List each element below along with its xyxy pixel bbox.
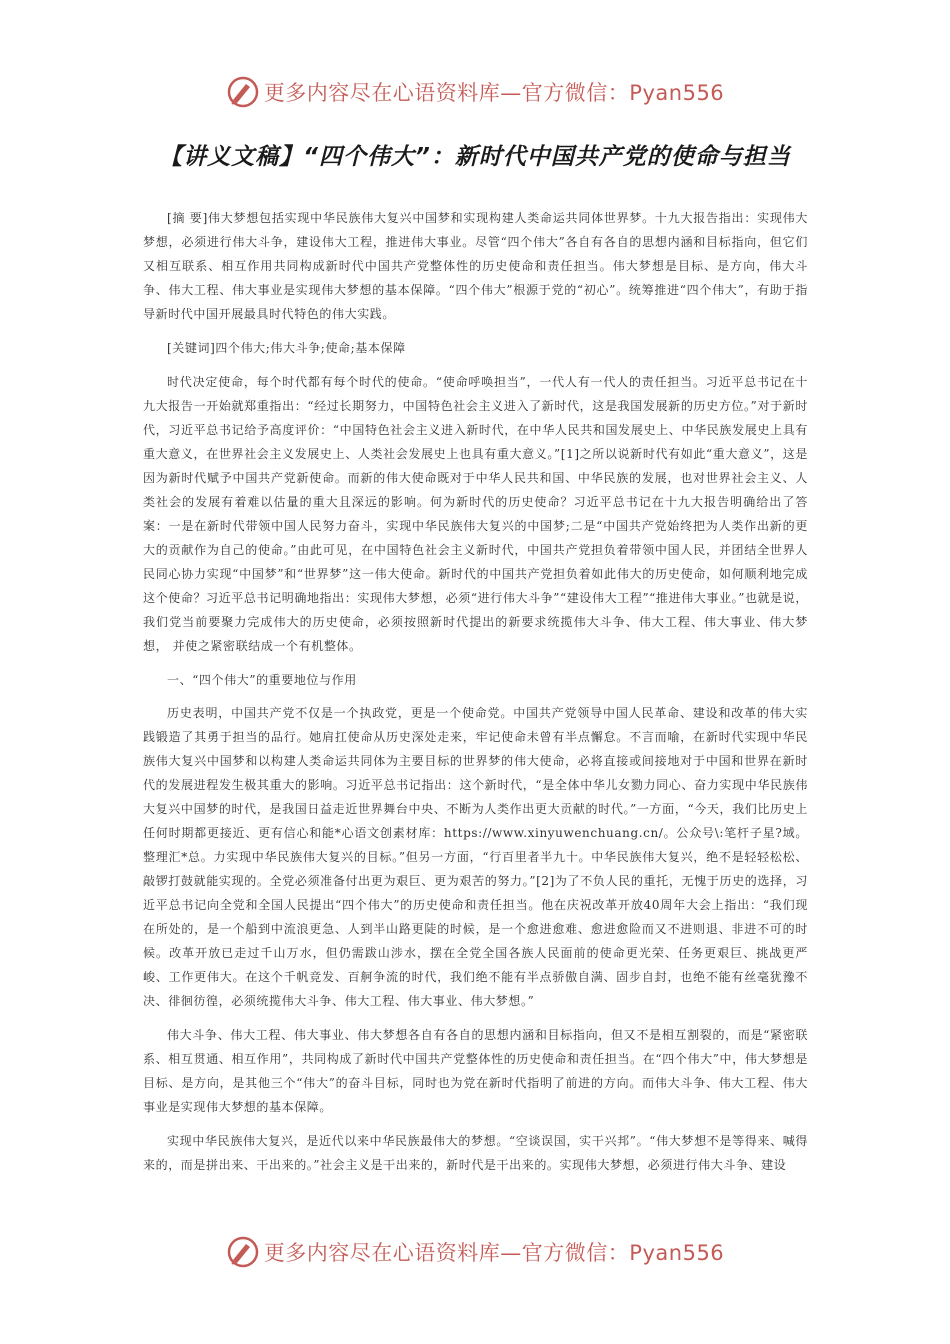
document-title: 【讲义文稿】“四个伟大”：新时代中国共产党的使命与担当 [159, 144, 791, 170]
section-heading: 一、“四个伟大”的重要地位与作用 [167, 673, 357, 687]
body-paragraph: 历史表明，中国共产党不仅是一个执政党，更是一个使命党。中国共产党领导中国人民革命、建设和改革的伟大实践锻造了其勇于担当的品行。她肩扛使命从历史深处走来，牢记使命未曾有半点懈怠。不言而喻，在新时代实现中华民族伟大复兴中国梦和以构建人类命运共同体为主要目标的世界梦的伟大使命，必将直接或间接地对于中国和世界在新时代的发展进程发生极其重大的影响。习近平总书记指出：这个新时代，“是全体中华儿女勠力同心、奋力实现中华民族伟大复兴中国梦的时代，是我国日益走近世界舞台中央、不断为人类作出更大贡献的时代。”一方面，“今天，我们比历史上任何时期都更接近、更有信心和能*心语文创素材库：https://www.xinyuwenchuang.cn/。公众号\:笔杆子星?域。整理汇*总。力实现中华民族伟大复兴的目标。”但另一方面，“行百里者半九十。中华民族伟大复兴，绝不是轻轻松松、敲锣打鼓就能实现的。全党必须准备付出更为艰巨、更为艰苦的努力。”[2]为了不负人民的重托，无愧于历史的选择，习近平总书记向全党和全国人民提出“四个伟大”的历史使命和责任担当。他在庆祝改革开放40周年大会上指出：“我们现在所处的，是一个船到中流浪更急、人到半山路更陡的时候，是一个愈进愈难、愈进愈险而又不进则退、非进不可的时候。改革开放已走过千山万水，但仍需跋山涉水，摆在全党全国各族人民面前的使命更光荣、任务更艰巨、挑战更严峻、工作更伟大。在这个千帆竞发、百舸争流的时代，我们绝不能有半点骄傲自满、固步自封，也绝不能有丝毫犹豫不决、徘徊彷徨，必须统揽伟大斗争、伟大工程、伟大事业、伟大梦想。” [143, 706, 808, 1008]
header-banner [0, 72, 950, 112]
document-body [143, 206, 808, 1187]
footer-banner [0, 1232, 950, 1272]
body-paragraph: 时代决定使命，每个时代都有每个时代的使命。“使命呼唤担当”，一代人有一代人的责任担当。习近平总书记在十九大报告一开始就郑重指出：“经过长期努力，中国特色社会主义进入了新时代，这是我国发展新的历史方位。”对于新时代，习近平总书记给予高度评价：“中国特色社会主义进入新时代，在中华人民共和国发展史上、中华民族发展史上具有重大意义，在世界社会主义发展史上、人类社会发展史上也具有重大意义。”[1]之所以说新时代有如此“重大意义”，这是因为新时代赋予中国共产党新使命。而新的伟大使命既对于中华人民共和国、中华民族的发展，也对世界社会主义、人类社会的发展有着难以估量的重大且深远的影响。何为新时代的历史使命？习近平总书记在十九大报告明确给出了答案：一是在新时代带领中国人民努力奋斗，实现中华民族伟大复兴的中国梦;二是“中国共产党始终把为人类作出新的更大的贡献作为自己的使命。”由此可见，在中国特色社会主义新时代，中国共产党担负着带领中国人民，并团结全世界人民同心协力实现“中国梦”和“世界梦”这一伟大使命。新时代的中国共产党担负着如此伟大的历史使命，如何顺利地完成这个使命？习近平总书记明确地指出：实现伟大梦想，必须“进行伟大斗争”“建设伟大工程”“推进伟大事业。”也就是说，我们党当前要聚力完成伟大的历史使命，必须按照新时代提出的新要求统揽伟大斗争、伟大工程、伟大事业、伟大梦想， 并使之紧密联结成一个有机整体。 [143, 375, 808, 653]
pen-logo-icon [226, 75, 260, 109]
body-paragraph: 实现中华民族伟大复兴，是近代以来中华民族最伟大的梦想。“空谈误国，实干兴邦”。“伟大梦想不是等得来、喊得来的，而是拼出来、干出来的。”社会主义是干出来的，新时代是干出来的。实现伟大梦想，必须进行伟大斗争、建设 [143, 1134, 808, 1172]
banner-text: 更多内容尽在心语资料库—官方微信：Pyan556 [263, 1241, 725, 1265]
banner-text: 更多内容尽在心语资料库—官方微信：Pyan556 [263, 81, 725, 105]
body-paragraph: 伟大斗争、伟大工程、伟大事业、伟大梦想各自有各自的思想内涵和目标指向，但又不是相互割裂的，而是“紧密联系、相互贯通、相互作用”，共同构成了新时代中国共产党整体性的历史使命和责任担当。在“四个伟大”中，伟大梦想是目标、是方向，是其他三个“伟大”的奋斗目标，同时也为党在新时代指明了前进的方向。而伟大斗争、伟大工程、伟大事业是实现伟大梦想的基本保障。 [143, 1028, 808, 1114]
keywords-paragraph: [关键词]四个伟大;伟大斗争;使命;基本保障 [167, 341, 406, 355]
abstract-paragraph: [摘 要]伟大梦想包括实现中华民族伟大复兴中国梦和实现构建人类命运共同体世界梦。十九大报告指出：实现伟大梦想，必须进行伟大斗争，建设伟大工程，推进伟大事业。尽管“四个伟大”各自有各自的思想内涵和目标指向，但它们又相互联系、相互作用共同构成新时代中国共产党整体性的历史使命和责任担当。伟大梦想是目标、是方向，伟大斗争、伟大工程、伟大事业是实现伟大梦想的基本保障。“四个伟大”根源于党的“初心”。统筹推进“四个伟大”，有助于指导新时代中国开展最具时代特色的伟大实践。 [143, 211, 808, 321]
pen-logo-icon [226, 1235, 260, 1269]
